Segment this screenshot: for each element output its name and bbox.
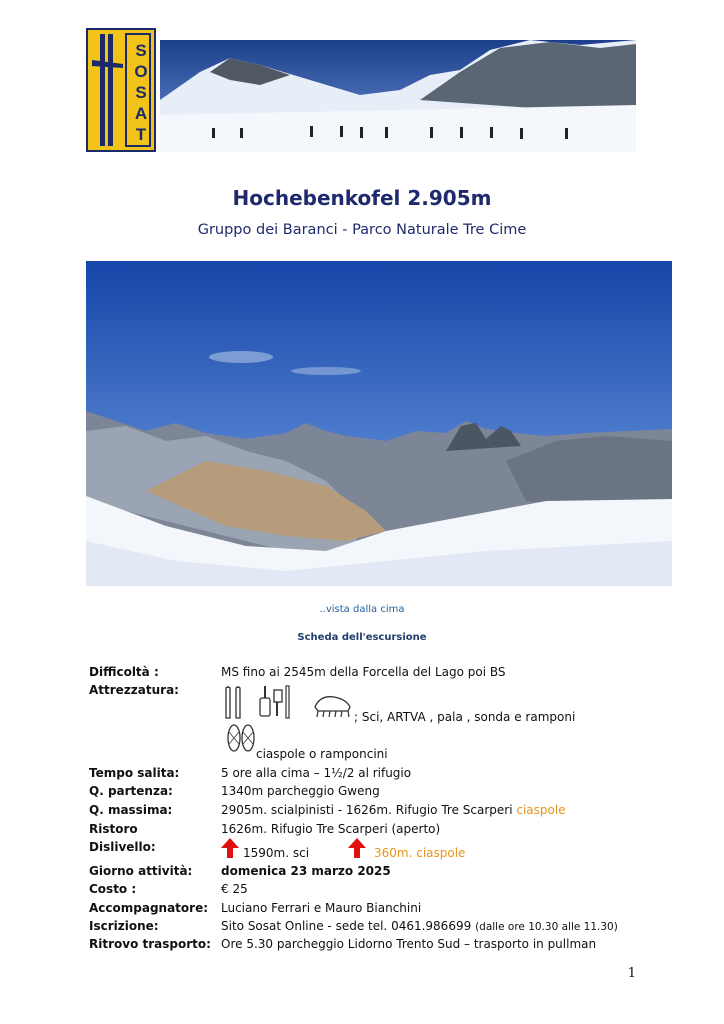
ritrovo-value: Ore 5.30 parcheggio Lidorno Trento Sud – trasporto in pullman bbox=[221, 937, 597, 951]
costo-label: Costo : bbox=[89, 882, 137, 896]
q-massima-label: Q. massima: bbox=[89, 803, 173, 817]
iscrizione-hours: (dalle ore 10.30 alle 11.30) bbox=[475, 921, 618, 933]
attrezzatura-value: ; Sci, ARTVA , pala , sonda e ramponi bbox=[354, 710, 576, 724]
attrezzatura-value-2: ciaspole o ramponcini bbox=[256, 747, 388, 761]
sosat-logo bbox=[86, 28, 156, 152]
page-title: Hochebenkofel 2.905m bbox=[232, 186, 492, 210]
accompagnatore-label: Accompagnatore: bbox=[89, 901, 209, 915]
dislivello-label: Dislivello: bbox=[89, 840, 156, 854]
photo-caption: ..vista dalla cima bbox=[319, 604, 405, 615]
ritrovo-label: Ritrovo trasporto: bbox=[89, 937, 211, 951]
ristoro-label: Ristoro bbox=[89, 822, 138, 836]
giorno-label: Giorno attività: bbox=[89, 864, 193, 878]
q-massima-text: 2905m. scialpinisti - 1626m. Rifugio Tre Scarperi bbox=[221, 803, 513, 817]
iscrizione-label: Iscrizione: bbox=[89, 919, 159, 933]
q-massima-value bbox=[221, 803, 566, 817]
tempo-salita-label: Tempo salita: bbox=[89, 766, 180, 780]
page-number: 1 bbox=[627, 966, 636, 981]
summit-view-photo bbox=[86, 261, 672, 586]
iscrizione-value bbox=[221, 919, 618, 933]
dislivello-ski-value: 1590m. sci bbox=[243, 846, 310, 860]
snowshoes-icon bbox=[226, 724, 256, 762]
q-massima-highlight: ciaspole bbox=[516, 803, 566, 817]
iscrizione-text: Sito Sosat Online - sede tel. 0461.986699 bbox=[221, 919, 472, 933]
logo-text: S O S A T bbox=[134, 41, 148, 144]
difficolta-value: MS fino ai 2545m della Forcella del Lago poi BS bbox=[221, 665, 506, 679]
tempo-salita-value: 5 ore alla cima – 1½/2 al rifugio bbox=[221, 766, 412, 780]
ski-icon bbox=[222, 686, 244, 724]
up-arrow-icon bbox=[221, 838, 239, 862]
section-title: Scheda dell'escursione bbox=[297, 632, 427, 643]
q-partenza-label: Q. partenza: bbox=[89, 784, 173, 798]
artva-shovel-probe-icon bbox=[258, 684, 294, 724]
difficolta-label: Difficoltà : bbox=[89, 665, 159, 679]
dislivello-ciaspole-value: 360m. ciaspole bbox=[374, 846, 466, 860]
page-subtitle: Gruppo dei Baranci - Parco Naturale Tre Cime bbox=[197, 222, 527, 238]
ristoro-value: 1626m. Rifugio Tre Scarperi (aperto) bbox=[221, 822, 441, 836]
attrezzatura-label: Attrezzatura: bbox=[89, 683, 179, 697]
accompagnatore-value: Luciano Ferrari e Mauro Bianchini bbox=[221, 901, 422, 915]
q-partenza-value: 1340m parcheggio Gweng bbox=[221, 784, 380, 798]
costo-value: € 25 bbox=[221, 882, 248, 896]
giorno-value: domenica 23 marzo 2025 bbox=[221, 864, 391, 878]
header-banner-photo bbox=[160, 40, 636, 152]
up-arrow-icon-2 bbox=[348, 838, 366, 862]
crampons-icon bbox=[312, 693, 354, 723]
